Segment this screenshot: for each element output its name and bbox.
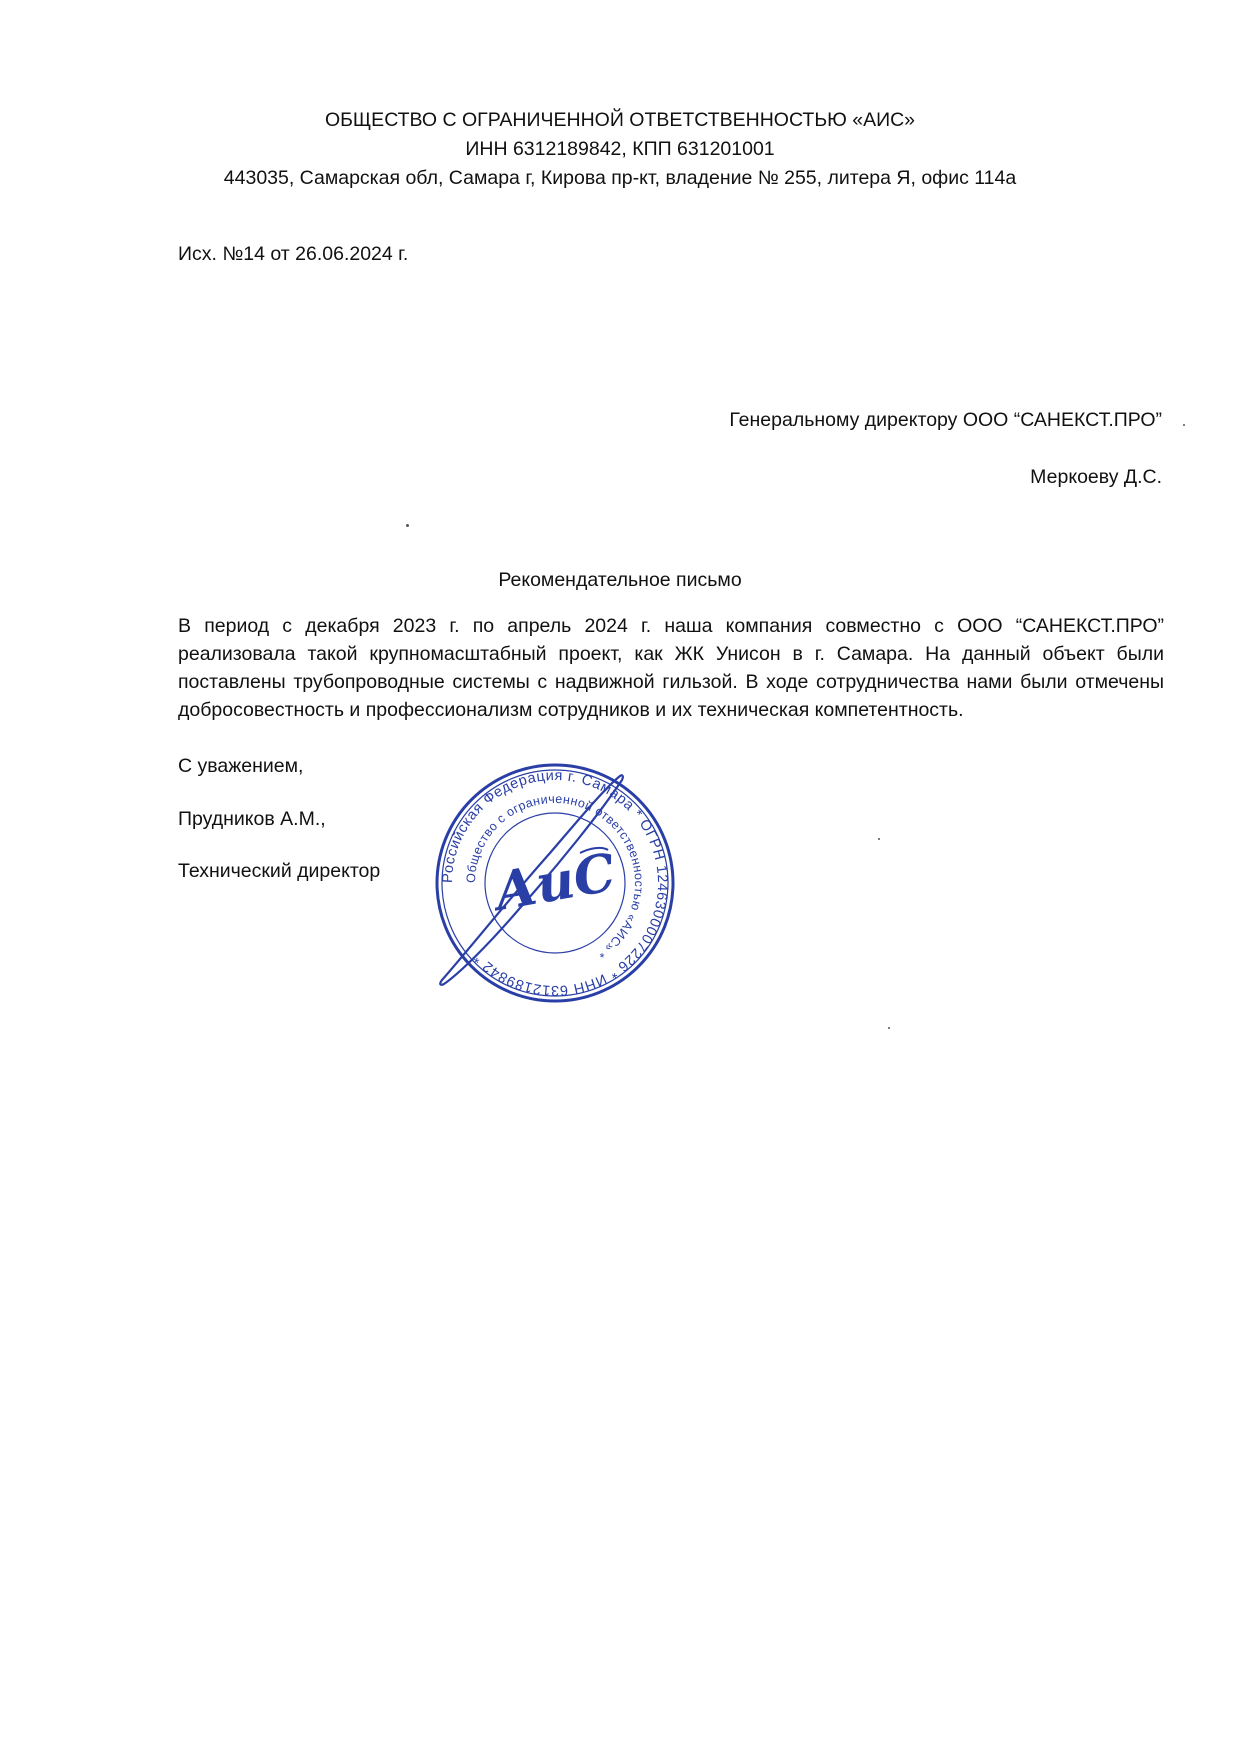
signer-name: Прудников А.М.,: [178, 808, 326, 830]
stamp-inner-text: Общество с ограниченной ответственностью «АИС» *: [463, 791, 647, 961]
addressee-block: [729, 406, 1162, 491]
scan-speck: [1183, 424, 1185, 426]
organization-address: 443035, Самарская обл, Самара г, Кирова пр-кт, владение № 255, литера Я, офис 114а: [223, 167, 1017, 189]
addressee-position: Генеральному директору ООО “САНЕКСТ.ПРО”: [729, 409, 1162, 431]
inn-kpp: ИНН 6312189842, КПП 631201001: [465, 138, 775, 160]
addressee-name: Меркоеву Д.С.: [1030, 466, 1162, 488]
stamp-logo: АиС: [489, 841, 621, 924]
scan-speck: [406, 524, 409, 527]
company-stamp: [430, 758, 680, 1008]
organization-name: ОБЩЕСТВО С ОГРАНИЧЕННОЙ ОТВЕТСТВЕННОСТЬЮ «АИС»: [324, 109, 916, 131]
scan-speck: [878, 838, 880, 840]
outgoing-number: Исх. №14 от 26.06.2024 г.: [178, 243, 409, 265]
letterhead: [0, 106, 1240, 193]
closing-greeting: С уважением,: [178, 755, 304, 777]
signer-position: Технический директор: [178, 860, 381, 882]
document-title: Рекомендательное письмо: [498, 569, 742, 591]
stamp-outer-text: Российская Федерация г. Самара * ОГРН 1246300007226 * ИНН 6312189842 *: [439, 767, 671, 999]
letter-body: В период с декабря 2023 г. по апрель 2024 г. наша компания совместно с ООО “САНЕКСТ.ПРО” реализовала такой крупномасштабный проект, как ЖК Унисон в г. Самара. На данный объект были поставлены трубопроводные системы с надвижной гильзой. В ходе сотрудничества нами были отмечены добросовестность и профессионализм сотрудников и их техническая компетентность.: [178, 615, 1164, 721]
scan-speck: [888, 1027, 890, 1029]
